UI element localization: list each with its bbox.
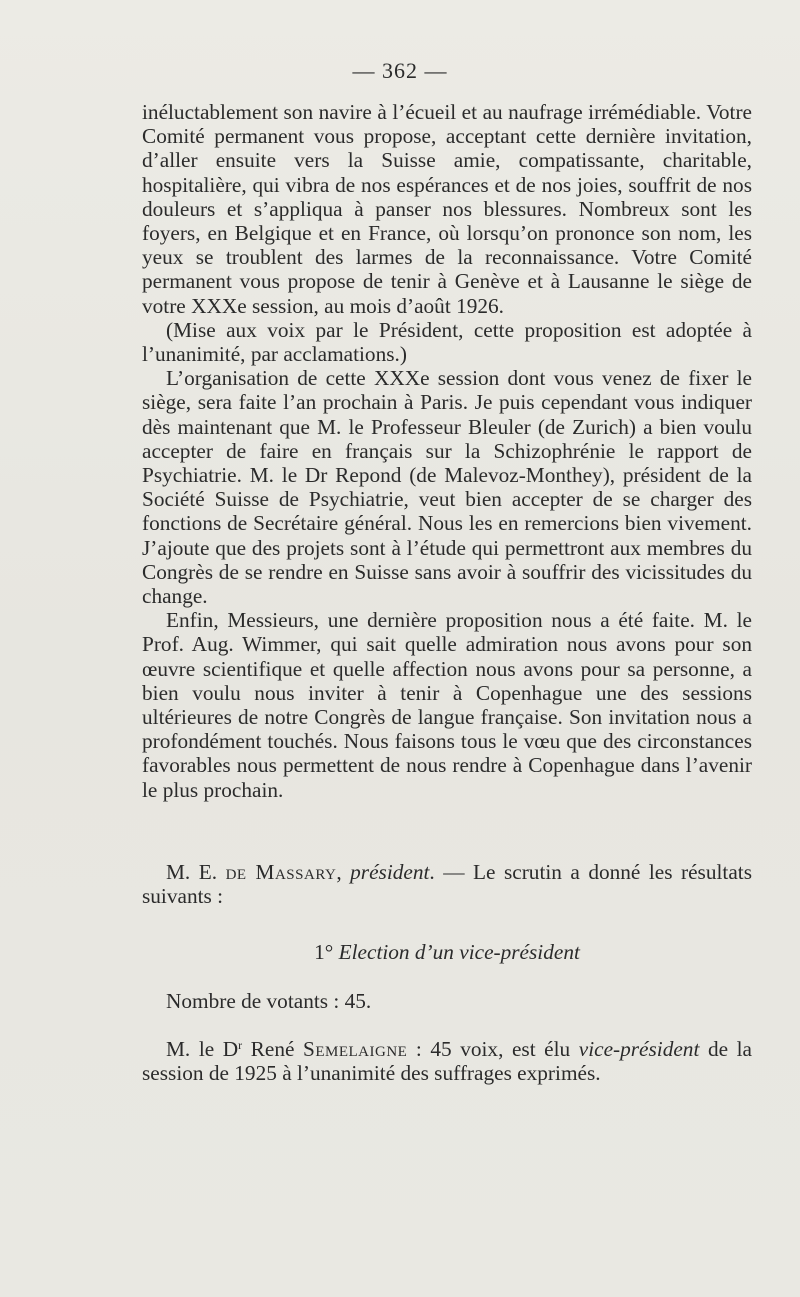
- spacer: [142, 1013, 752, 1037]
- page-number: — 362 —: [352, 58, 448, 83]
- president-speech: M. E. de Massary, président. — Le scrutin a donné les résultats suivants :: [142, 859, 752, 909]
- election-title: Election d’un vice-président: [338, 940, 580, 965]
- paragraph-vote-note: (Mise aux voix par le Président, cette proposition est adoptée à l’unanimité, par acclamations.): [142, 317, 752, 367]
- paragraph-organisation: L’organisation de cette XXXe session dont vous venez de fixer le siège, sera faite l’an prochain à Paris. Je puis cependant vous indiquer dès maintenant que M. le Professeur Bleuler (de Zurich) a bien voulu accepter de faire en français sur la Schizophrénie le rapport de Psychiatrie. M. le Dr Repond (de Malevoz-Monthey), président de la Société Suisse de Psychiatrie, veut bien accepter de se charger des fonctions de Secrétaire général. Nous les en remercions bien vivement. J’ajoute que des projets sont à l’étude qui permettront aux membres du Congrès de se rendre en Suisse sans avoir à souffrir des vicissitudes du change.: [142, 366, 752, 609]
- speaker-role: président: [350, 859, 430, 884]
- result-role: vice-président: [578, 1036, 700, 1061]
- election-heading: [142, 940, 752, 964]
- paragraph-copenhague: Enfin, Messieurs, une dernière proposition nous a été faite. M. le Prof. Aug. Wimmer, qui sait quelle admiration nous avons pour son œuvre scientifique et quelle affection nous avons pour sa personne, a bien voulu nous inviter à tenir à Copenhague une des sessions ultérieures de notre Congrès de langue française. Son invitation nous a profondément touchés. Nous faisons tous le vœu que des circonstances favorables nous permettent de nous rendre à Copenhague dans l’avenir le plus prochain.: [142, 608, 752, 802]
- result-suffix: de la session de 1925 à l’unanimité des suffrages exprimés.: [142, 1036, 752, 1085]
- result-votes: : 45 voix, est élu: [407, 1036, 579, 1061]
- election-result: [142, 1037, 752, 1085]
- speech-text: — Le scrutin a donné les résultats suivants :: [142, 859, 752, 909]
- election-number: 1°: [314, 940, 334, 965]
- spacer: [142, 908, 752, 940]
- title-superscript: r: [238, 1037, 243, 1052]
- result-surname: Semelaigne: [303, 1036, 408, 1061]
- result-prefix: M. le D: [166, 1036, 239, 1061]
- result-given-name: René: [242, 1036, 303, 1061]
- spacer: [142, 965, 752, 989]
- spacer: [142, 802, 752, 860]
- speaker-prefix: M. E.: [166, 859, 226, 884]
- paragraph-continuation: inéluctablement son navire à l’écueil et au naufrage irrémédiable. Votre Comité permanent vous propose, acceptant cette dernière invitation, d’aller ensuite vers la Suisse amie, compatissante, charitable, hospitalière, qui vibra de nos espérances et de nos joies, souffrit de nos douleurs et s’appliqua à panser nos blessures. Nombreux sont les foyers, en Belgique et en France, où lorsqu’on prononce son nom, les yeux se troublent des larmes de la reconnaissance. Votre Comité permanent vous propose de tenir à Genève et à Lausanne le siège de votre XXXe session, au mois d’août 1926.: [142, 100, 752, 318]
- votes-line: Nombre de votants : 45.: [166, 988, 372, 1013]
- body-text: [142, 100, 752, 1085]
- speaker-name: de Massary: [225, 859, 337, 884]
